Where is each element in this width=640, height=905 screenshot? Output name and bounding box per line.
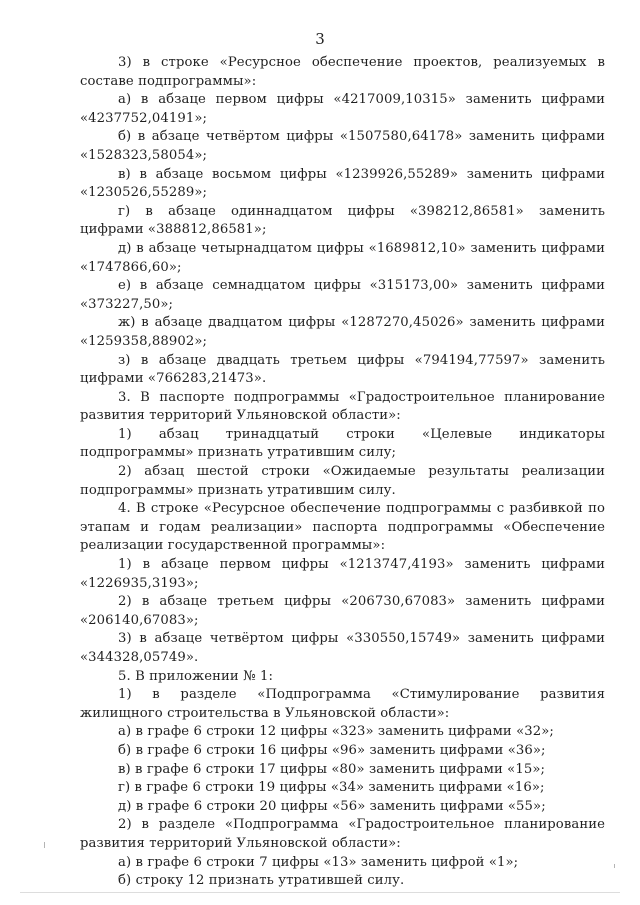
paragraph-21: в) в графе 6 строки 17 цифры «80» заменить цифрами «15»;: [118, 761, 546, 777]
paragraph-3: б) в абзаце четвёртом цифры «1507580,64178» заменить цифрами «1528323,58054»;: [80, 129, 605, 163]
scan-bottom-edge: [20, 892, 620, 893]
paragraph-7: е) в абзаце семнадцатом цифры «315173,00» заменить цифрами «373227,50»;: [80, 278, 605, 312]
paragraph-13: 4. В строке «Ресурсное обеспечение подпрограммы с разбивкой по этапам и годам реализации» паспорта подпрограммы «Обеспечение реализации государственной программы»:: [80, 501, 605, 554]
paragraph-25: а) в графе 6 строки 7 цифры «13» заменить цифрой «1»;: [118, 854, 519, 870]
paragraph-15: 2) в абзаце третьем цифры «206730,67083» заменить цифрами «206140,67083»;: [80, 594, 605, 628]
paragraph-18: 1) в разделе «Подпрограмма «Стимулирование развития жилищного строительства в Ульяновской области»:: [80, 687, 605, 721]
paragraph-19: а) в графе 6 строки 12 цифры «323» заменить цифрами «32»;: [118, 724, 554, 740]
paragraph-23: д) в графе 6 строки 20 цифры «56» заменить цифрами «55»;: [118, 798, 546, 814]
paragraph-16: 3) в абзаце четвёртом цифры «330550,15749» заменить цифрами «344328,05749».: [80, 631, 605, 665]
paragraph-12: 2) абзац шестой строки «Ожидаемые результаты реализации подпрограммы» признать утратившим силу.: [80, 464, 605, 498]
paragraph-20: б) в графе 6 строки 16 цифры «96» заменить цифрами «36»;: [118, 742, 546, 758]
paragraph-24: 2) в разделе «Подпрограмма «Градостроительное планирование развития территорий Ульяновской области»:: [80, 817, 605, 851]
paragraph-4: в) в абзаце восьмом цифры «1239926,55289» заменить цифрами «1230526,55289»;: [80, 166, 605, 201]
scan-edge-mark-left: [44, 842, 45, 848]
paragraph-26: б) строку 12 признать утратившей силу.: [118, 873, 405, 889]
paragraph-2: а) в абзаце первом цифры «4217009,10315» заменить цифрами «4237752,04191»;: [80, 92, 605, 126]
paragraph-1: 3) в строке «Ресурсное обеспечение проектов, реализуемых в составе подпрограммы»:: [80, 55, 605, 89]
paragraph-8: ж) в абзаце двадцатом цифры «1287270,45026» заменить цифрами «1259358,88902»;: [80, 315, 605, 349]
paragraph-17: 5. В приложении № 1:: [118, 668, 273, 684]
paragraph-5: г) в абзаце одиннадцатом цифры «398212,86581» заменить цифрами «388812,86581»;: [80, 203, 605, 238]
paragraph-14: 1) в абзаце первом цифры «1213747,4193» заменить цифрами «1226935,3193»;: [80, 557, 605, 591]
paragraph-22: г) в графе 6 строки 19 цифры «34» заменить цифрами «16»;: [118, 780, 545, 796]
paragraph-11: 1) абзац тринадцатый строки «Целевые индикаторы подпрограммы» признать утратившим силу;: [80, 426, 605, 461]
document-body: [80, 54, 605, 891]
page-number: 3: [315, 30, 325, 48]
paragraph-9: з) в абзаце двадцать третьем цифры «794194,77597» заменить цифрами «766283,21473».: [80, 352, 605, 387]
paragraph-6: д) в абзаце четырнадцатом цифры «1689812,10» заменить цифрами «1747866,60»;: [80, 240, 605, 275]
paragraph-10: 3. В паспорте подпрограммы «Градостроительное планирование развития территорий Ульяновской области»:: [80, 389, 605, 424]
scan-edge-mark-right: [614, 864, 615, 868]
